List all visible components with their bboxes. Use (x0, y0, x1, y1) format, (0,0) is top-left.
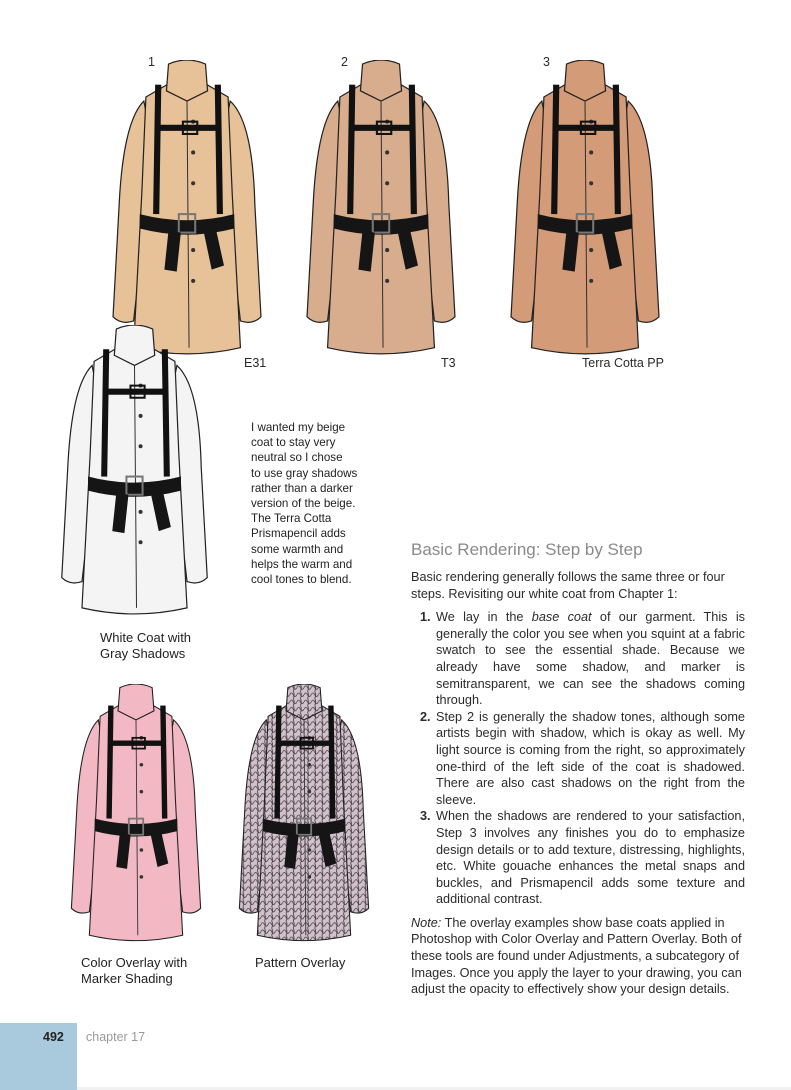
white-coat-caption: White Coat with Gray Shadows (100, 630, 192, 661)
coat-illustration-step-1 (102, 60, 272, 360)
side-note: I wanted my beige coat to stay very neutral so I chose to use gray shadows rather than a darker version of the beige. The Terra Cotta Prismapencil adds some warmth and helps the warm and cool tones to blend. (251, 421, 358, 587)
marker-label-terra-cotta: Terra Cotta PP (582, 356, 664, 370)
coat-illustration-step-3 (500, 60, 670, 360)
color-overlay-caption: Color Overlay with Marker Shading (81, 955, 188, 986)
marker-label-t3: T3 (441, 356, 456, 370)
pattern-overlay-coat-illustration (214, 684, 394, 946)
step-number-3: 3 (543, 55, 550, 69)
overlay-note: Note: The overlay examples show base coats applied in Photoshop with Color Overlay and Pattern Overlay. Both of these tools are found under Adjustments, a subcategory of Images. Once you apply the layer to your drawing, you can adjust the opacity to effectively show your design details. (411, 915, 742, 997)
pink-overlay-coat-illustration (46, 684, 226, 946)
marker-label-e31: E31 (244, 356, 267, 370)
article-heading: Basic Rendering: Step by Step (411, 540, 643, 559)
step-item: 2. Step 2 is generally the shadow tones, although some artists begin with shadow, which is okay as well. My light source is coming from the right, so approximately one-third of the left side of the coat is shadowed. There are also cast shadows on the right from the sleeve. (420, 709, 745, 807)
chapter-label: chapter 17 (86, 1030, 146, 1044)
step-number-1: 1 (148, 55, 155, 69)
article-intro: Basic rendering generally follows the same three or four steps. Revisiting our white coat from Chapter 1: (411, 570, 725, 601)
step-item: 1. We lay in the base coat of our garment. This is generally the color you see when you squint at a fabric swatch to see the essential shade. Because we already have some shadow, and marker is semitransparent, we can see the shadows coming through. (420, 610, 745, 708)
coat-illustration-step-2 (296, 60, 466, 360)
pattern-overlay-caption: Pattern Overlay (255, 955, 346, 970)
white-coat-illustration (42, 325, 227, 620)
page-number: 492 (43, 1030, 64, 1044)
step-number-2: 2 (341, 55, 348, 69)
step-item: 3. When the shadows are rendered to your satisfaction, Step 3 involves any finishes you do to emphasize design details or to add texture, distressing, highlights, etc. White gouache enhances the metal snaps and buckles, and Prismapencil adds some texture and additional contrast. (420, 809, 745, 907)
footer-accent-block (0, 1023, 77, 1090)
article (411, 540, 745, 998)
steps-list (411, 609, 745, 908)
